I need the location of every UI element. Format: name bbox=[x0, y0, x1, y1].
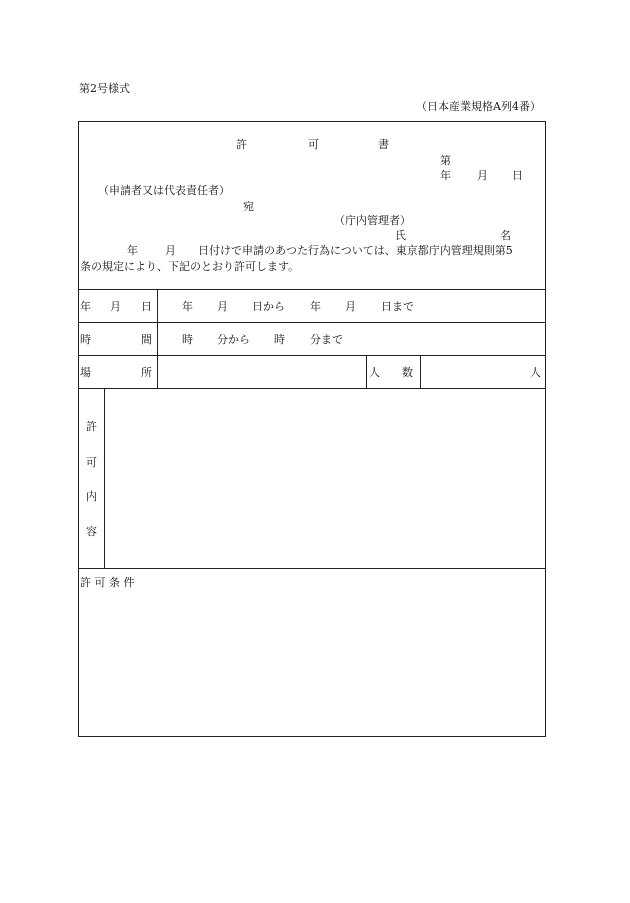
body-year: 年 bbox=[127, 244, 138, 257]
paper-size-note: （日本産業規格A列4番） bbox=[416, 100, 541, 113]
issue-date-month: 月 bbox=[477, 169, 488, 182]
applicant-label: （申請者又は代表責任者） bbox=[98, 184, 230, 197]
name-label-1: 氏 bbox=[395, 229, 406, 242]
divider-after-place bbox=[78, 388, 546, 389]
permit-number-prefix: 第 bbox=[440, 154, 451, 167]
conditions-label: 許 可 条 件 bbox=[80, 576, 135, 589]
divider-after-date bbox=[78, 322, 546, 323]
divider-after-content bbox=[78, 568, 546, 569]
issue-date-day: 日 bbox=[512, 169, 523, 182]
time-row-label-2: 間 bbox=[141, 333, 152, 346]
date-row-label-1: 年 bbox=[80, 300, 91, 313]
count-label-left-divider bbox=[366, 355, 367, 388]
body-line-2: 条の規定により、下記のとおり許可します。 bbox=[80, 260, 300, 273]
date-from-month: 月 bbox=[217, 300, 228, 313]
count-label-2: 数 bbox=[402, 366, 413, 379]
permit-form-frame bbox=[78, 121, 546, 737]
title-char-1: 許 bbox=[236, 138, 247, 151]
date-to-year: 年 bbox=[310, 300, 321, 313]
time-from-minute: 分から bbox=[217, 333, 250, 346]
count-unit: 人 bbox=[530, 366, 541, 379]
time-from-hour: 時 bbox=[182, 333, 193, 346]
date-row-label-2: 月 bbox=[110, 300, 121, 313]
divider-after-body bbox=[78, 289, 546, 290]
label-column-divider bbox=[157, 289, 158, 388]
date-row-label-3: 日 bbox=[141, 300, 152, 313]
title-char-2: 可 bbox=[308, 138, 319, 151]
time-to-hour: 時 bbox=[274, 333, 285, 346]
count-label-1: 人 bbox=[369, 366, 380, 379]
name-label-2: 名 bbox=[500, 229, 511, 242]
time-to-minute: 分まで bbox=[310, 333, 343, 346]
content-label-3: 内 bbox=[86, 490, 97, 503]
form-number: 第2号様式 bbox=[79, 82, 130, 95]
content-label-2: 可 bbox=[86, 456, 97, 469]
body-line-1: 日付けで申請のあつた行為については、東京都庁内管理規則第5 bbox=[198, 244, 513, 257]
issue-date-year: 年 bbox=[440, 169, 451, 182]
date-from-year: 年 bbox=[182, 300, 193, 313]
count-label-right-divider bbox=[420, 355, 421, 388]
time-row-label-1: 時 bbox=[80, 333, 91, 346]
date-from-day: 日から bbox=[252, 300, 285, 313]
place-row-label-2: 所 bbox=[141, 366, 152, 379]
title-char-3: 書 bbox=[378, 138, 389, 151]
content-label-1: 許 bbox=[86, 420, 97, 433]
date-to-month: 月 bbox=[345, 300, 356, 313]
place-row-label-1: 場 bbox=[80, 366, 91, 379]
addressee-suffix: 宛 bbox=[243, 200, 254, 213]
date-to-day: 日まで bbox=[381, 300, 414, 313]
manager-label: （庁内管理者） bbox=[334, 214, 411, 227]
content-label-4: 容 bbox=[86, 525, 97, 538]
body-month: 月 bbox=[165, 244, 176, 257]
divider-after-time bbox=[78, 355, 546, 356]
content-label-divider bbox=[104, 388, 105, 568]
